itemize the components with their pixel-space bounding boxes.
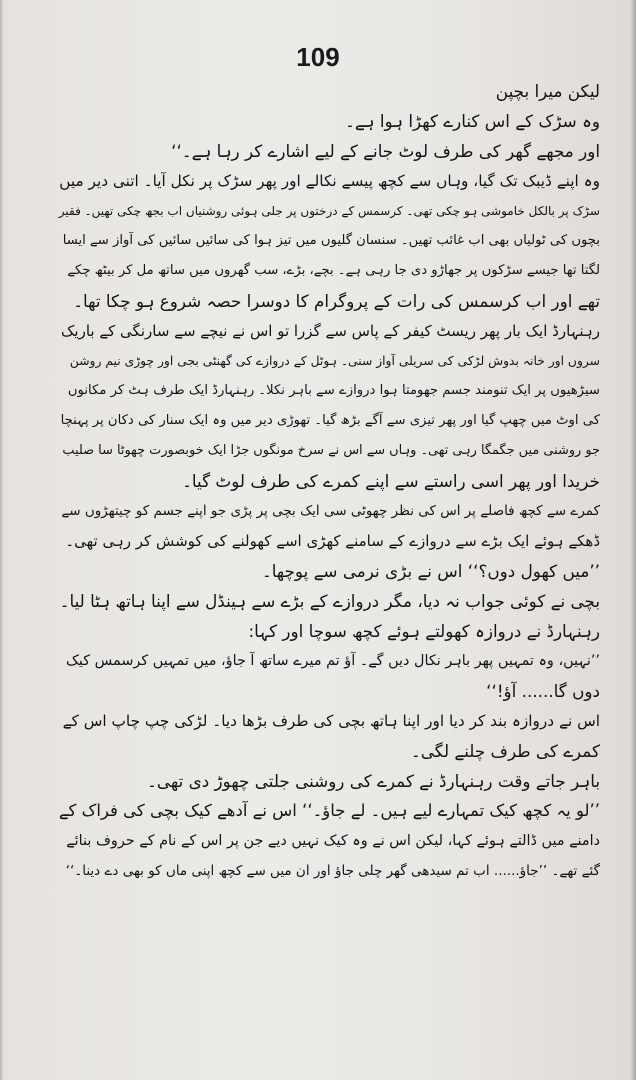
page-number: 109 — [296, 42, 340, 72]
text-line: لیکن میرا بچپن — [495, 81, 600, 101]
text-line: تھے اور اب کرسمس کی رات کے پروگرام کا دوسرا حصہ شروع ہو چکا تھا۔ — [73, 291, 600, 311]
text-line: جو روشنی میں جگمگا رہی تھی۔ وہاں سے اس نے سرخ مونگوں جڑا ایک خوبصورت چھوٹا سا صلیب — [62, 443, 600, 458]
text-line: کمرے کی طرف چلنے لگی۔ — [410, 741, 600, 761]
text-line: لگتا تھا جیسے سڑکوں پر جھاڑو دی جا رہی ہے۔ بچے، بڑے، سب گھروں میں ساتھ مل کر بیٹھ چکے — [67, 263, 600, 278]
text-line: سروں اور خانہ بدوش لڑکی کی سریلی آواز سنی۔ ہوٹل کے دروازے کی گھنٹی بجی اور چوڑی نیم روشن — [69, 354, 600, 368]
text-line: خریدا اور پھر اسی راستے سے اپنے کمرے کی طرف لوٹ گیا۔ — [182, 471, 600, 491]
text-line: ڈھکے ہوئے ایک بڑے سے دروازے کے سامنے کھڑی اسے کھولنے کی کوشش کر رہی تھی۔ — [65, 532, 600, 550]
text-line: بچی نے کوئی جواب نہ دیا، مگر دروازے کے بڑے سے ہینڈل سے اپنا ہاتھ ہٹا لیا۔ — [59, 591, 600, 611]
text-line: اس نے دروازہ بند کر دیا اور اپنا ہاتھ بچی کی طرف بڑھا دیا۔ لڑکی چپ چاپ اس کے — [62, 712, 600, 730]
text-line: سیڑھیوں پر ایک تنومند جسم جھومتا ہوا دروازے سے باہر نکلا۔ رہنہارڈ ایک طرف ہٹ کر مکانوں — [67, 383, 600, 398]
text-line: سڑک پر بالکل خاموشی ہو چکی تھی۔ کرسمس کے درختوں پر جلی ہوئی روشنیاں اب بجھ چکی تھیں۔ فقیر — [58, 204, 600, 218]
text-line: کمرے سے کچھ فاصلے پر اس کی نظر چھوٹی سی ایک بچی پر پڑی جو اپنے جسم کو چیتھڑوں سے — [61, 503, 600, 519]
text-line: بچوں کی ٹولیاں بھی اب غائب تھیں۔ سنسان گلیوں میں تیز ہوا کی سائیں سائیں کی آواز سے ایسا — [62, 233, 600, 248]
page-right-shadow — [630, 0, 636, 1080]
text-line: ’’میں کھول دوں؟‘‘ اس نے بڑی نرمی سے پوچھا۔ — [261, 561, 600, 581]
text-line: کی اوٹ میں چھپ گیا اور پھر تیزی سے آگے بڑھ گیا۔ تھوڑی دیر میں وہ ایک سنار کی دکان پر پہنچا — [60, 413, 600, 428]
text-line: وہ سڑک کے اس کنارے کھڑا ہوا ہے۔ — [345, 111, 600, 131]
text-line: دوں گا...... آؤ!‘‘ — [486, 681, 600, 701]
text-line: وہ اپنے ڈیبک تک گیا، وہاں سے کچھ پیسے نکالے اور پھر سڑک پر نکل آیا۔ اتنی دیر میں — [59, 172, 600, 190]
text-line: گئے تھے۔ ’’جاؤ...... اب تم سیدھی گھر چلی جاؤ اور ان میں سے کچھ اپنی ماں کو بھی دے دینا۔‘‘ — [65, 863, 600, 879]
text-line: رہنہارڈ نے دروازہ کھولتے ہوئے کچھ سوچا اور کہا: — [248, 621, 600, 641]
text-line: باہر جاتے وقت رہنہارڈ نے کمرے کی روشنی جلتی چھوڑ دی تھی۔ — [147, 771, 600, 791]
urdu-text-body — [58, 76, 600, 1040]
page-left-shadow — [0, 0, 4, 1080]
text-line: ’’نہیں، وہ تمہیں پھر باہر نکال دیں گے۔ آؤ تم میرے ساتھ آ جاؤ، میں تمہیں کرسمس کیک — [66, 653, 600, 669]
text-line: دامنے میں ڈالتے ہوئے کہا، لیکن اس نے وہ کیک نہیں دیے جن پر اس کے نام کے حروف بنائے — [66, 833, 600, 849]
text-line: رہنہارڈ ایک بار پھر ریسٹ کیفر کے پاس سے گزرا تو اس نے نیچے سے سارنگی کے باریک — [60, 322, 600, 340]
text-line: ’’لو یہ کچھ کیک تمہارے لیے ہیں۔ لے جاؤ۔‘‘ اس نے آدھے کیک بچی کی فراک کے — [58, 801, 600, 820]
text-line: اور مجھے گھر کی طرف لوٹ جانے کے لیے اشارے کر رہا ہے۔‘‘ — [171, 141, 600, 161]
